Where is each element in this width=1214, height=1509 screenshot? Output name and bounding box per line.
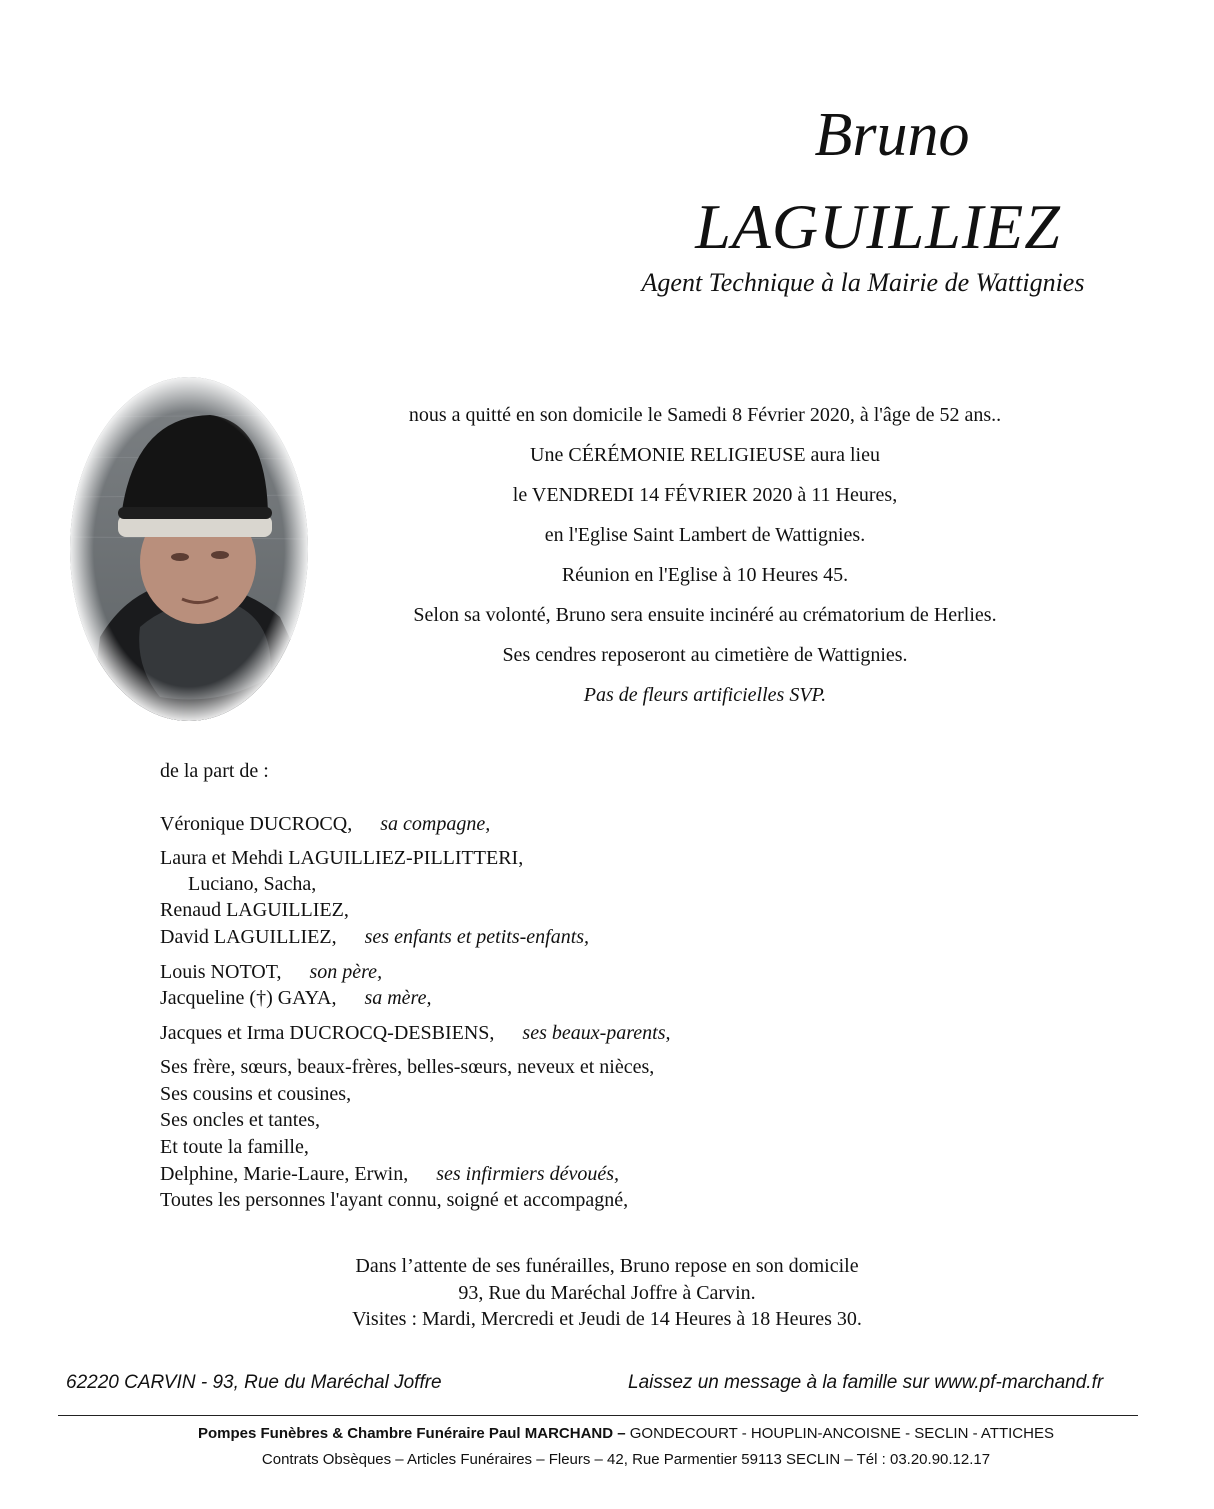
family-name: Renaud LAGUILLIEZ, — [160, 899, 349, 921]
family-role: ses infirmiers dévoués, — [436, 1163, 619, 1185]
no-flowers-note: Pas de fleurs artificielles SVP. — [583, 684, 827, 706]
family-line — [160, 961, 382, 984]
family-line — [160, 899, 349, 922]
family-line — [160, 1056, 654, 1079]
family-role: sa mère, — [364, 987, 432, 1009]
family-line — [160, 1163, 619, 1186]
family-line — [160, 987, 431, 1010]
announcement-line: Une CÉRÉMONIE RELIGIEUSE aura lieu — [530, 444, 880, 466]
family-role: ses enfants et petits-enfants, — [364, 926, 590, 948]
family-line — [160, 926, 589, 949]
family-name: Ses frère, sœurs, beaux-frères, belles-sœurs, neveux et nièces, — [160, 1056, 655, 1078]
footer-divider — [58, 1415, 1138, 1416]
wake-line: Dans l’attente de ses funérailles, Bruno repose en son domicile — [355, 1255, 859, 1277]
family-line — [160, 813, 490, 836]
family-name: Louis NOTOT, — [160, 961, 282, 983]
deceased-last-name: LAGUILLIEZ — [695, 191, 1061, 262]
family-name: Jacques et Irma DUCROCQ-DESBIENS, — [160, 1022, 495, 1044]
announcement-line: Selon sa volonté, Bruno sera ensuite incinéré au crématorium de Herlies. — [413, 604, 997, 626]
company-name: Pompes Funèbres & Chambre Funéraire Paul MARCHAND – — [198, 1425, 626, 1442]
family-line — [160, 1022, 671, 1045]
family-line — [160, 1136, 309, 1159]
from-label: de la part de : — [160, 760, 269, 782]
family-role: sa compagne, — [380, 813, 491, 835]
family-name: Ses cousins et cousines, — [160, 1083, 352, 1105]
footer-company-line — [0, 1425, 1214, 1442]
family-line — [160, 1109, 320, 1132]
deceased-occupation: Agent Technique à la Mairie de Wattignies — [641, 268, 1085, 297]
deceased-first-name: Bruno — [814, 101, 970, 169]
family-name: Laura et Mehdi LAGUILLIEZ-PILLITTERI, — [160, 847, 524, 869]
family-line — [160, 847, 523, 870]
family-line — [160, 1189, 628, 1212]
announcement-line: Ses cendres reposeront au cimetière de Wattignies. — [502, 644, 908, 666]
family-line — [160, 1083, 351, 1106]
family-name: Toutes les personnes l'ayant connu, soigné et accompagné, — [160, 1189, 629, 1211]
family-name: Luciano, Sacha, — [188, 873, 317, 895]
wake-line: 93, Rue du Maréchal Joffre à Carvin. — [458, 1282, 756, 1304]
family-name: David LAGUILLIEZ, — [160, 926, 337, 948]
announcement-line: nous a quitté en son domicile le Samedi 8 Février 2020, à l'âge de 52 ans.. — [408, 404, 1002, 426]
announcement-line: Réunion en l'Eglise à 10 Heures 45. — [561, 564, 849, 586]
portrait-photo — [70, 377, 308, 721]
family-role: son père, — [309, 961, 383, 983]
company-locations: GONDECOURT - HOUPLIN-ANCOISNE - SECLIN - ATTICHES — [625, 1425, 1054, 1442]
footer-address: 62220 CARVIN - 93, Rue du Maréchal Joffre — [66, 1372, 442, 1393]
family-role: ses beaux-parents, — [522, 1022, 671, 1044]
family-name: Véronique DUCROCQ, — [160, 813, 353, 835]
announcement-line: en l'Eglise Saint Lambert de Wattignies. — [544, 524, 866, 546]
announcement-line: le VENDREDI 14 FÉVRIER 2020 à 11 Heures, — [512, 484, 898, 506]
family-name: Jacqueline (†) GAYA, — [160, 987, 337, 1009]
family-name: Delphine, Marie-Laure, Erwin, — [160, 1163, 409, 1185]
footer-services-line: Contrats Obsèques – Articles Funéraires – Fleurs – 42, Rue Parmentier 59113 SECLIN – Tél : 03.20.90.12.17 — [261, 1451, 991, 1468]
family-name: Ses oncles et tantes, — [160, 1109, 320, 1131]
wake-line: Visites : Mardi, Mercredi et Jeudi de 14 Heures à 18 Heures 30. — [352, 1308, 862, 1330]
family-line — [188, 873, 316, 896]
family-name: Et toute la famille, — [160, 1136, 309, 1158]
footer-website-message: Laissez un message à la famille sur www.pf-marchand.fr — [628, 1372, 1104, 1393]
